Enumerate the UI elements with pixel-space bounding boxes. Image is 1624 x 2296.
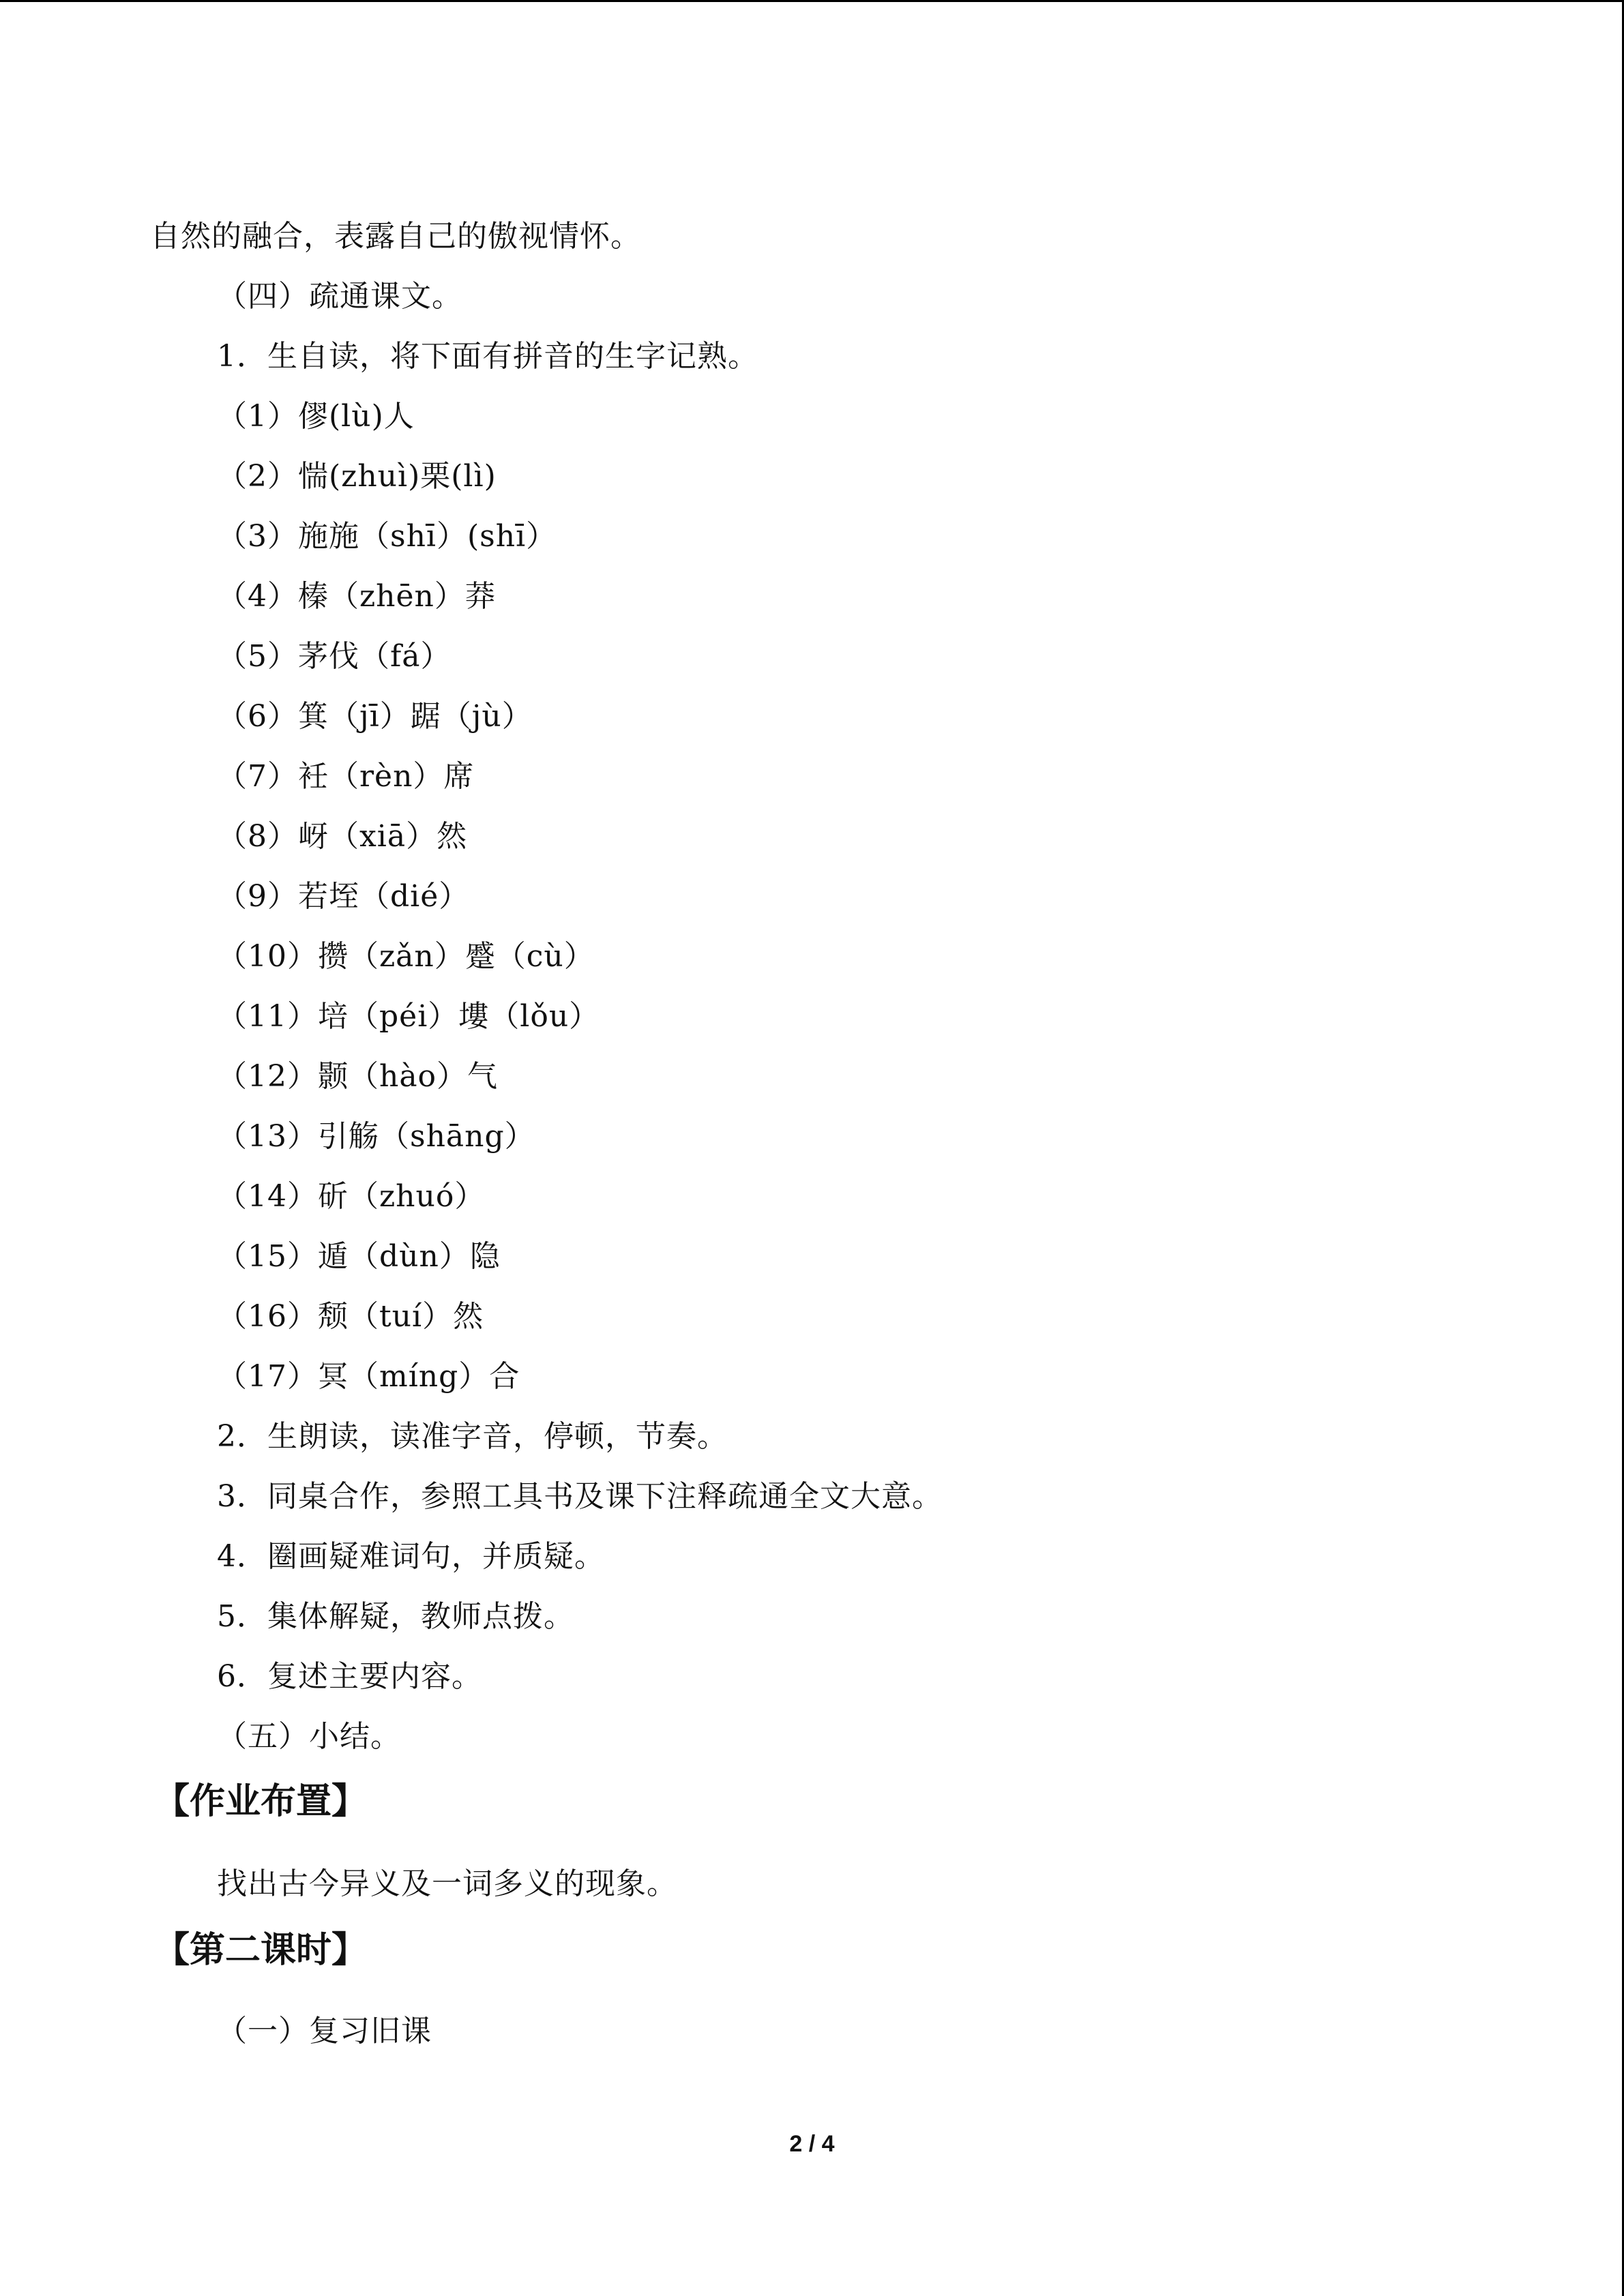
vocab-item: （8）岈（xiā）然	[217, 819, 468, 854]
vocab-item: （12）颢（hào）气	[217, 1059, 499, 1094]
page-number: 2 / 4	[789, 2131, 835, 2157]
lesson2-heading: 【第二课时】	[154, 1930, 368, 1971]
vocab-item: （5）茅伐（fá）	[217, 639, 452, 674]
vocab-item: （17）冥（míng）合	[217, 1359, 520, 1394]
vocab-item: （16）颓（tuí）然	[217, 1299, 484, 1334]
vocab-item: （1）僇(lù)人	[217, 399, 415, 434]
step-item: 5．集体解疑，教师点拨。	[217, 1599, 574, 1634]
step-1: 1．生自读，将下面有拼音的生字记熟。	[217, 339, 758, 374]
homework-heading: 【作业布置】	[154, 1781, 368, 1822]
vocab-item: （15）遁（dùn）隐	[217, 1239, 501, 1274]
section-heading-5: （五）小结。	[217, 1719, 401, 1754]
lesson2-item: （一）复习旧课	[217, 2014, 432, 2048]
vocab-item: （7）衽（rèn）席	[217, 759, 475, 794]
section-heading-4: （四）疏通课文。	[217, 279, 462, 314]
step-item: 4．圈画疑难词句，并质疑。	[217, 1539, 605, 1574]
vocab-item: （4）榛（zhēn）莽	[217, 579, 496, 614]
vocab-item: （14）斫（zhuó）	[217, 1179, 486, 1214]
vocab-item: （3）施施（shī）(shī）	[217, 519, 557, 554]
vocab-item: （6）箕（jī）踞（jù）	[217, 699, 533, 734]
step-item: 3．同桌合作，参照工具书及课下注释疏通全文大意。	[217, 1479, 943, 1514]
intro-line: 自然的融合，表露自己的傲视情怀。	[150, 219, 641, 254]
vocab-item: （9）若垤（dié）	[217, 879, 470, 914]
homework-text: 找出古今异义及一词多义的现象。	[217, 1866, 677, 1901]
step-item: 6．复述主要内容。	[217, 1659, 482, 1694]
step-item: 2．生朗读，读准字音，停顿，节奏。	[217, 1419, 728, 1454]
vocab-item: （2）惴(zhuì)栗(lì)	[217, 459, 497, 494]
vocab-item: （10）攒（zǎn）蹙（cù）	[217, 939, 595, 974]
vocab-item: （13）引觞（shāng）	[217, 1119, 535, 1154]
vocab-item: （11）培（péi）塿（lǒu）	[217, 999, 600, 1034]
